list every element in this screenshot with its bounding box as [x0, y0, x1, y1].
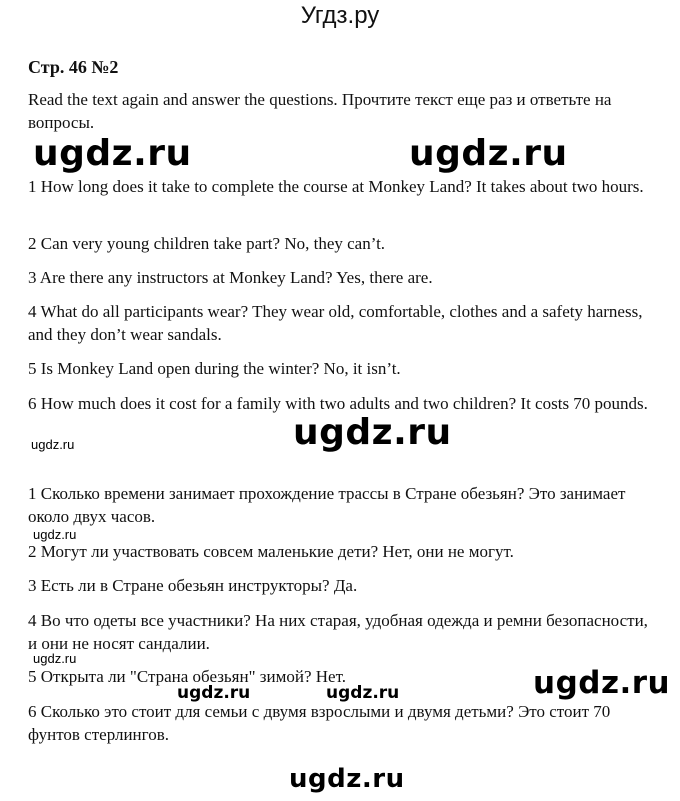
- watermark: ugdz.ru: [326, 683, 400, 703]
- russian-answer-5: 5 Открыта ли "Страна обезьян" зимой? Нет.: [28, 667, 346, 686]
- english-answer-3: 3 Are there any instructors at Monkey Land? Yes, there are.: [28, 268, 433, 287]
- russian-answer-1: 1 Сколько времени занимает прохождение трассы в Стране обезьян? Это занимает около двух часов.: [28, 484, 626, 526]
- russian-answer-3: 3 Есть ли в Стране обезьян инструкторы? Да.: [28, 576, 358, 595]
- watermark: ugdz.ru: [33, 527, 77, 542]
- russian-answer-6: 6 Сколько это стоит для семьи с двумя взрослыми и двумя детьми? Это стоит 70 фунтов стерлингов.: [28, 702, 611, 744]
- watermark: ugdz.ru: [33, 651, 77, 666]
- watermark-bottom: ugdz.ru: [289, 764, 405, 794]
- english-answer-2: 2 Can very young children take part? No, they can’t.: [28, 234, 386, 253]
- watermark: ugdz.ru: [177, 683, 251, 703]
- watermark: ugdz.ru: [33, 133, 192, 174]
- russian-answer-4: 4 Во что одеты все участники? На них старая, удобная одежда и ремни безопасности, и они не носят сандалии.: [28, 611, 648, 653]
- english-answer-1: 1 How long does it take to complete the course at Monkey Land? It takes about two hours.: [28, 177, 644, 196]
- site-title: Угдз.ру: [300, 2, 380, 29]
- russian-answer-2: 2 Могут ли участвовать совсем маленькие дети? Нет, они не могут.: [28, 542, 514, 561]
- english-answer-5: 5 Is Monkey Land open during the winter? No, it isn’t.: [28, 359, 401, 378]
- watermark: ugdz.ru: [533, 665, 671, 701]
- english-answer-4: 4 What do all participants wear? They wear old, comfortable, clothes and a safety harness, and they don’t wear sandals.: [28, 302, 643, 344]
- watermark: ugdz.ru: [293, 412, 452, 453]
- task-instruction: Read the text again and answer the questions. Прочтите текст еще раз и ответьте на вопросы.: [28, 90, 612, 132]
- page-heading: Стр. 46 №2: [28, 57, 119, 77]
- watermark: ugdz.ru: [409, 133, 568, 174]
- english-answer-6: 6 How much does it cost for a family with two adults and two children? It costs 70 pounds.: [28, 394, 648, 413]
- watermark: ugdz.ru: [31, 437, 75, 452]
